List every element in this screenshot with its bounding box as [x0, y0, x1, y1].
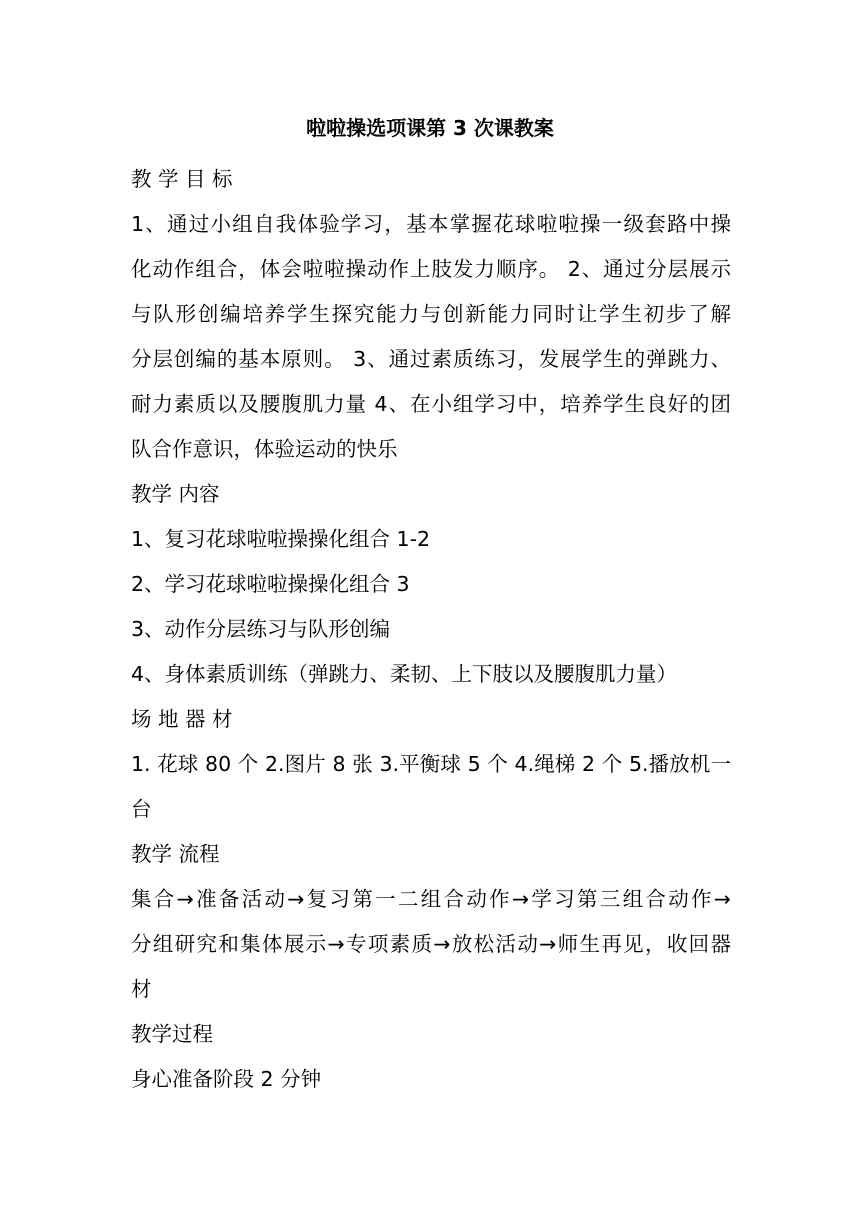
objectives-line: 分层创编的基本原则。 3、通过素质练习，发展学生的弹跳力、: [131, 347, 731, 371]
flow-line: 材: [131, 977, 152, 1001]
content-item: 3、动作分层练习与队形创编: [131, 617, 391, 641]
content-item: 2、学习花球啦啦操操化组合 3: [131, 572, 410, 596]
content-item: 4、身体素质训练（弹跳力、柔韧、上下肢以及腰腹肌力量）: [131, 662, 678, 686]
objectives-line: 与队形创编培养学生探究能力与创新能力同时让学生初步了解: [131, 302, 731, 326]
equipment-line: 1. 花球 80 个 2.图片 8 张 3.平衡球 5 个 4.绳梯 2 个 5.播放机一: [131, 752, 731, 776]
content-item: 1、复习花球啦啦操操化组合 1-2: [131, 527, 431, 551]
equipment-line: 台: [131, 797, 152, 821]
objectives-line: 队合作意识，体验运动的快乐: [131, 437, 398, 461]
objectives-line: 化动作组合，体会啦啦操动作上肢发力顺序。 2、通过分层展示: [131, 257, 731, 281]
stage-line: 身心准备阶段 2 分钟: [131, 1067, 322, 1091]
objectives-line: 1、通过小组自我体验学习，基本掌握花球啦啦操一级套路中操: [131, 212, 731, 236]
objectives-heading: 教 学 目 标: [131, 167, 233, 191]
process-heading: 教学过程: [131, 1022, 213, 1046]
equipment-heading: 场 地 器 材: [131, 707, 233, 731]
flow-line: 分组研究和集体展示→专项素质→放松活动→师生再见，收回器: [131, 932, 731, 956]
content-heading: 教学 内容: [131, 482, 220, 506]
document-body: [131, 157, 731, 1102]
flow-heading: 教学 流程: [131, 842, 220, 866]
objectives-line: 耐力素质以及腰腹肌力量 4、在小组学习中，培养学生良好的团: [131, 392, 731, 416]
document-title: 啦啦操选项课第 3 次课教案: [306, 116, 554, 140]
flow-line: 集合→准备活动→复习第一二组合动作→学习第三组合动作→: [131, 887, 731, 911]
